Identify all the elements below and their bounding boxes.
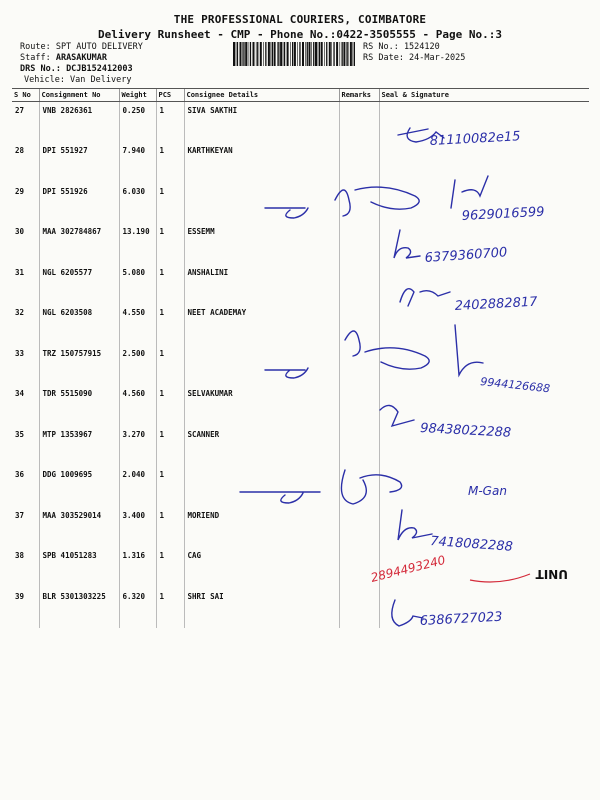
cell-consignee: ESSEMM — [184, 223, 339, 264]
phone-30: 6379360700 — [424, 245, 508, 266]
cell-consignment: DDG 1009695 — [39, 466, 119, 507]
barcode-bar — [277, 42, 278, 66]
cell-pcs: 1 — [156, 223, 184, 264]
col-consignee: Consignee Details — [184, 89, 339, 102]
barcode-bar — [354, 42, 355, 66]
cell-pcs: 1 — [156, 507, 184, 548]
table-row — [12, 547, 589, 588]
cell-weight: 4.550 — [119, 304, 156, 345]
cell-consignee — [184, 345, 339, 386]
barcode-bar — [283, 42, 284, 66]
cell-weight: 5.080 — [119, 264, 156, 305]
cell-weight: 7.940 — [119, 142, 156, 183]
cell-signature — [379, 183, 589, 224]
barcode-bar — [242, 42, 243, 66]
cell-sno: 33 — [15, 348, 25, 358]
vehicle-label: Vehicle: Van Delivery — [24, 75, 132, 85]
cell-consignee: SELVAKUMAR — [184, 385, 339, 426]
col-weight: Weight — [119, 89, 156, 102]
table-row — [12, 466, 589, 507]
drs-label: DRS No.: — [20, 64, 67, 74]
cell-weight: 2.500 — [119, 345, 156, 386]
cell-consignee — [184, 183, 339, 224]
barcode-bar — [315, 42, 317, 66]
barcode-bar — [243, 42, 244, 66]
cell-sno: 36 — [15, 470, 25, 479]
cell-pcs: 1 — [156, 264, 184, 305]
cell-weight: 1.316 — [119, 547, 156, 588]
cell-signature — [379, 102, 589, 143]
cell-consignee — [184, 466, 339, 507]
barcode-bar — [309, 42, 311, 66]
cell-remarks — [339, 345, 379, 386]
barcode-bar — [236, 42, 237, 66]
barcode-bar — [287, 42, 289, 66]
cell-consignee: NEET ACADEMAY — [184, 304, 339, 345]
barcode-bar — [346, 42, 347, 66]
cell-consignment: MAA 302784867 — [39, 223, 119, 264]
barcode-bar — [297, 42, 298, 66]
cell-weight: 2.040 — [119, 466, 156, 507]
col-remarks: Remarks — [339, 89, 379, 102]
cell-pcs: 1 — [156, 183, 184, 224]
barcode — [233, 42, 357, 66]
cell-sno: 39 — [15, 591, 25, 601]
cell-consignment: TDR 5515090 — [39, 385, 119, 426]
table-row — [12, 102, 589, 143]
barcode-bar — [324, 42, 325, 66]
cell-pcs: 1 — [156, 304, 184, 345]
cell-consignee: CAG — [184, 547, 339, 588]
cell-pcs: 1 — [156, 588, 184, 629]
barcode-bar — [274, 42, 276, 66]
cell-pcs: 1 — [156, 466, 184, 507]
cell-sno: 35 — [15, 429, 25, 439]
barcode-bar — [272, 42, 273, 66]
cell-remarks — [339, 466, 379, 507]
barcode-bar — [326, 42, 327, 66]
cell-signature — [379, 142, 589, 183]
phone-27: 81110082e15 — [429, 129, 521, 149]
cell-remarks — [339, 304, 379, 345]
cell-consignment: TRZ 150757915 — [39, 345, 119, 386]
col-signature: Seal & Signature — [379, 89, 589, 102]
staff-line — [20, 53, 107, 63]
cell-pcs: 1 — [156, 385, 184, 426]
cell-weight: 6.320 — [119, 588, 156, 629]
table-row — [12, 507, 589, 548]
rs-number: RS No.: 1524120 — [363, 42, 440, 52]
barcode-bar — [350, 42, 352, 66]
barcode-bar — [256, 42, 257, 66]
table-row — [12, 264, 589, 305]
col-consignment: Consignment No — [39, 89, 119, 102]
cell-sno: 27 — [15, 106, 25, 115]
barcode-bar — [318, 42, 319, 66]
cell-consignment: NGL 6203508 — [39, 304, 119, 345]
cell-consignee: MORIEND — [184, 507, 339, 548]
cell-weight: 0.250 — [119, 102, 156, 143]
table-row — [12, 304, 589, 345]
cell-remarks — [339, 385, 379, 426]
barcode-bar — [237, 42, 238, 66]
barcode-bar — [305, 42, 306, 66]
cell-sno: 29 — [15, 186, 25, 196]
phone-39: 6386727023 — [419, 609, 503, 629]
cell-consignment: DPI 551927 — [39, 142, 119, 183]
barcode-bar — [245, 42, 247, 66]
cell-weight: 6.030 — [119, 183, 156, 224]
barcode-bar — [290, 42, 291, 66]
cell-signature — [379, 426, 589, 467]
cell-consignee: ANSHALINI — [184, 264, 339, 305]
cell-consignment: DPI 551926 — [39, 183, 119, 224]
route-label: Route: SPT AUTO DELIVERY — [20, 42, 143, 52]
cell-sno: 38 — [15, 551, 25, 560]
barcode-bar — [321, 42, 323, 66]
table-header-row — [12, 89, 589, 102]
table-row — [12, 426, 589, 467]
table-row — [12, 183, 589, 224]
cell-signature — [379, 588, 589, 629]
cell-remarks — [339, 183, 379, 224]
cell-consignment: BLR 5301303225 — [39, 588, 119, 629]
red-note-38: 2894493240 — [369, 552, 447, 585]
barcode-bar — [319, 42, 320, 66]
runsheet-table — [12, 88, 589, 628]
cell-signature — [379, 385, 589, 426]
barcode-bar — [302, 42, 304, 66]
barcode-bar — [268, 42, 270, 66]
barcode-bar — [336, 42, 338, 66]
cell-remarks — [339, 507, 379, 548]
phone-31: 2402882817 — [454, 294, 538, 314]
table-row — [12, 588, 589, 629]
cell-consignee: SHRI SAI — [184, 588, 339, 629]
company-title: THE PROFESSIONAL COURIERS, COIMBATORE — [173, 13, 427, 26]
cell-pcs: 1 — [156, 426, 184, 467]
cell-pcs: 1 — [156, 345, 184, 386]
cell-remarks — [339, 142, 379, 183]
cell-signature — [379, 264, 589, 305]
col-sno: S No — [12, 89, 39, 102]
barcode-bar — [307, 42, 308, 66]
phone-29: 9629016599 — [461, 204, 545, 224]
cell-weight: 3.270 — [119, 426, 156, 467]
barcode-bar — [294, 42, 296, 66]
cell-sno: 34 — [15, 389, 25, 398]
note-36: M-Gan — [468, 484, 507, 498]
col-pcs: PCS — [156, 89, 184, 102]
barcode-bar — [248, 42, 249, 66]
cell-consignment: MTP 1353967 — [39, 426, 119, 467]
table-row — [12, 385, 589, 426]
drs-line — [20, 64, 133, 74]
staff-label: Staff: — [20, 53, 56, 63]
cell-consignment: VNB 2826361 — [39, 102, 119, 143]
cell-sno: 31 — [15, 267, 25, 277]
cell-remarks — [339, 223, 379, 264]
barcode-bar — [280, 42, 282, 66]
cell-consignment: NGL 6205577 — [39, 264, 119, 305]
barcode-bar — [313, 42, 314, 66]
cell-signature — [379, 507, 589, 548]
cell-sno: 32 — [15, 308, 25, 317]
barcode-bar — [299, 42, 300, 66]
cell-signature — [379, 547, 589, 588]
table-row — [12, 223, 589, 264]
barcode-bar — [342, 42, 343, 66]
cell-pcs: 1 — [156, 547, 184, 588]
table-row — [12, 142, 589, 183]
cell-remarks — [339, 547, 379, 588]
cell-signature — [379, 304, 589, 345]
cell-signature — [379, 466, 589, 507]
phone-34: 98438022288 — [419, 421, 512, 441]
cell-consignment: MAA 303529014 — [39, 507, 119, 548]
cell-sno: 30 — [15, 227, 25, 236]
cell-sno: 37 — [15, 510, 25, 520]
cell-consignment: SPB 41051283 — [39, 547, 119, 588]
barcode-bar — [253, 42, 255, 66]
cell-remarks — [339, 426, 379, 467]
rs-date: RS Date: 24-Mar-2025 — [363, 53, 466, 63]
barcode-bar — [329, 42, 331, 66]
barcode-bar — [333, 42, 334, 66]
cell-signature — [379, 345, 589, 386]
cell-consignee: SIVA SAKTHI — [184, 102, 339, 143]
barcode-bar — [311, 42, 312, 66]
barcode-bar — [233, 42, 235, 66]
stamp-38: UNIT — [535, 567, 568, 581]
barcode-bar — [343, 42, 345, 66]
barcode-bar — [250, 42, 251, 66]
barcode-bar — [284, 42, 285, 66]
cell-weight: 3.400 — [119, 507, 156, 548]
runsheet-title: Delivery Runsheet - CMP - Phone No.:0422-3505555 - Page No.:3 — [98, 28, 502, 41]
drs-number: DCJB152412003 — [66, 64, 133, 74]
barcode-bar — [260, 42, 262, 66]
cell-sno: 28 — [15, 146, 25, 155]
cell-remarks — [339, 588, 379, 629]
barcode-bar — [331, 42, 332, 66]
cell-consignee: SCANNER — [184, 426, 339, 467]
cell-remarks — [339, 264, 379, 305]
barcode-bar — [271, 42, 272, 66]
barcode-bar — [292, 42, 293, 66]
cell-signature — [379, 223, 589, 264]
phone-37: 7418082288 — [429, 534, 514, 555]
barcode-bar — [257, 42, 258, 66]
cell-weight: 4.560 — [119, 385, 156, 426]
barcode-bar — [240, 42, 242, 66]
barcode-bar — [263, 42, 264, 66]
cell-pcs: 1 — [156, 142, 184, 183]
table-row — [12, 345, 589, 386]
cell-remarks — [339, 102, 379, 143]
staff-name: ARASAKUMAR — [55, 53, 108, 63]
cell-pcs: 1 — [156, 102, 184, 143]
cell-consignee: KARTHKEYAN — [184, 142, 339, 183]
phone-33: 9944126688 — [479, 375, 551, 396]
barcode-bar — [353, 42, 354, 66]
barcode-bar — [265, 42, 266, 66]
barcode-bar — [347, 42, 348, 66]
cell-weight: 13.190 — [119, 223, 156, 264]
barcode-bar — [340, 42, 341, 66]
barcode-bar — [278, 42, 279, 66]
